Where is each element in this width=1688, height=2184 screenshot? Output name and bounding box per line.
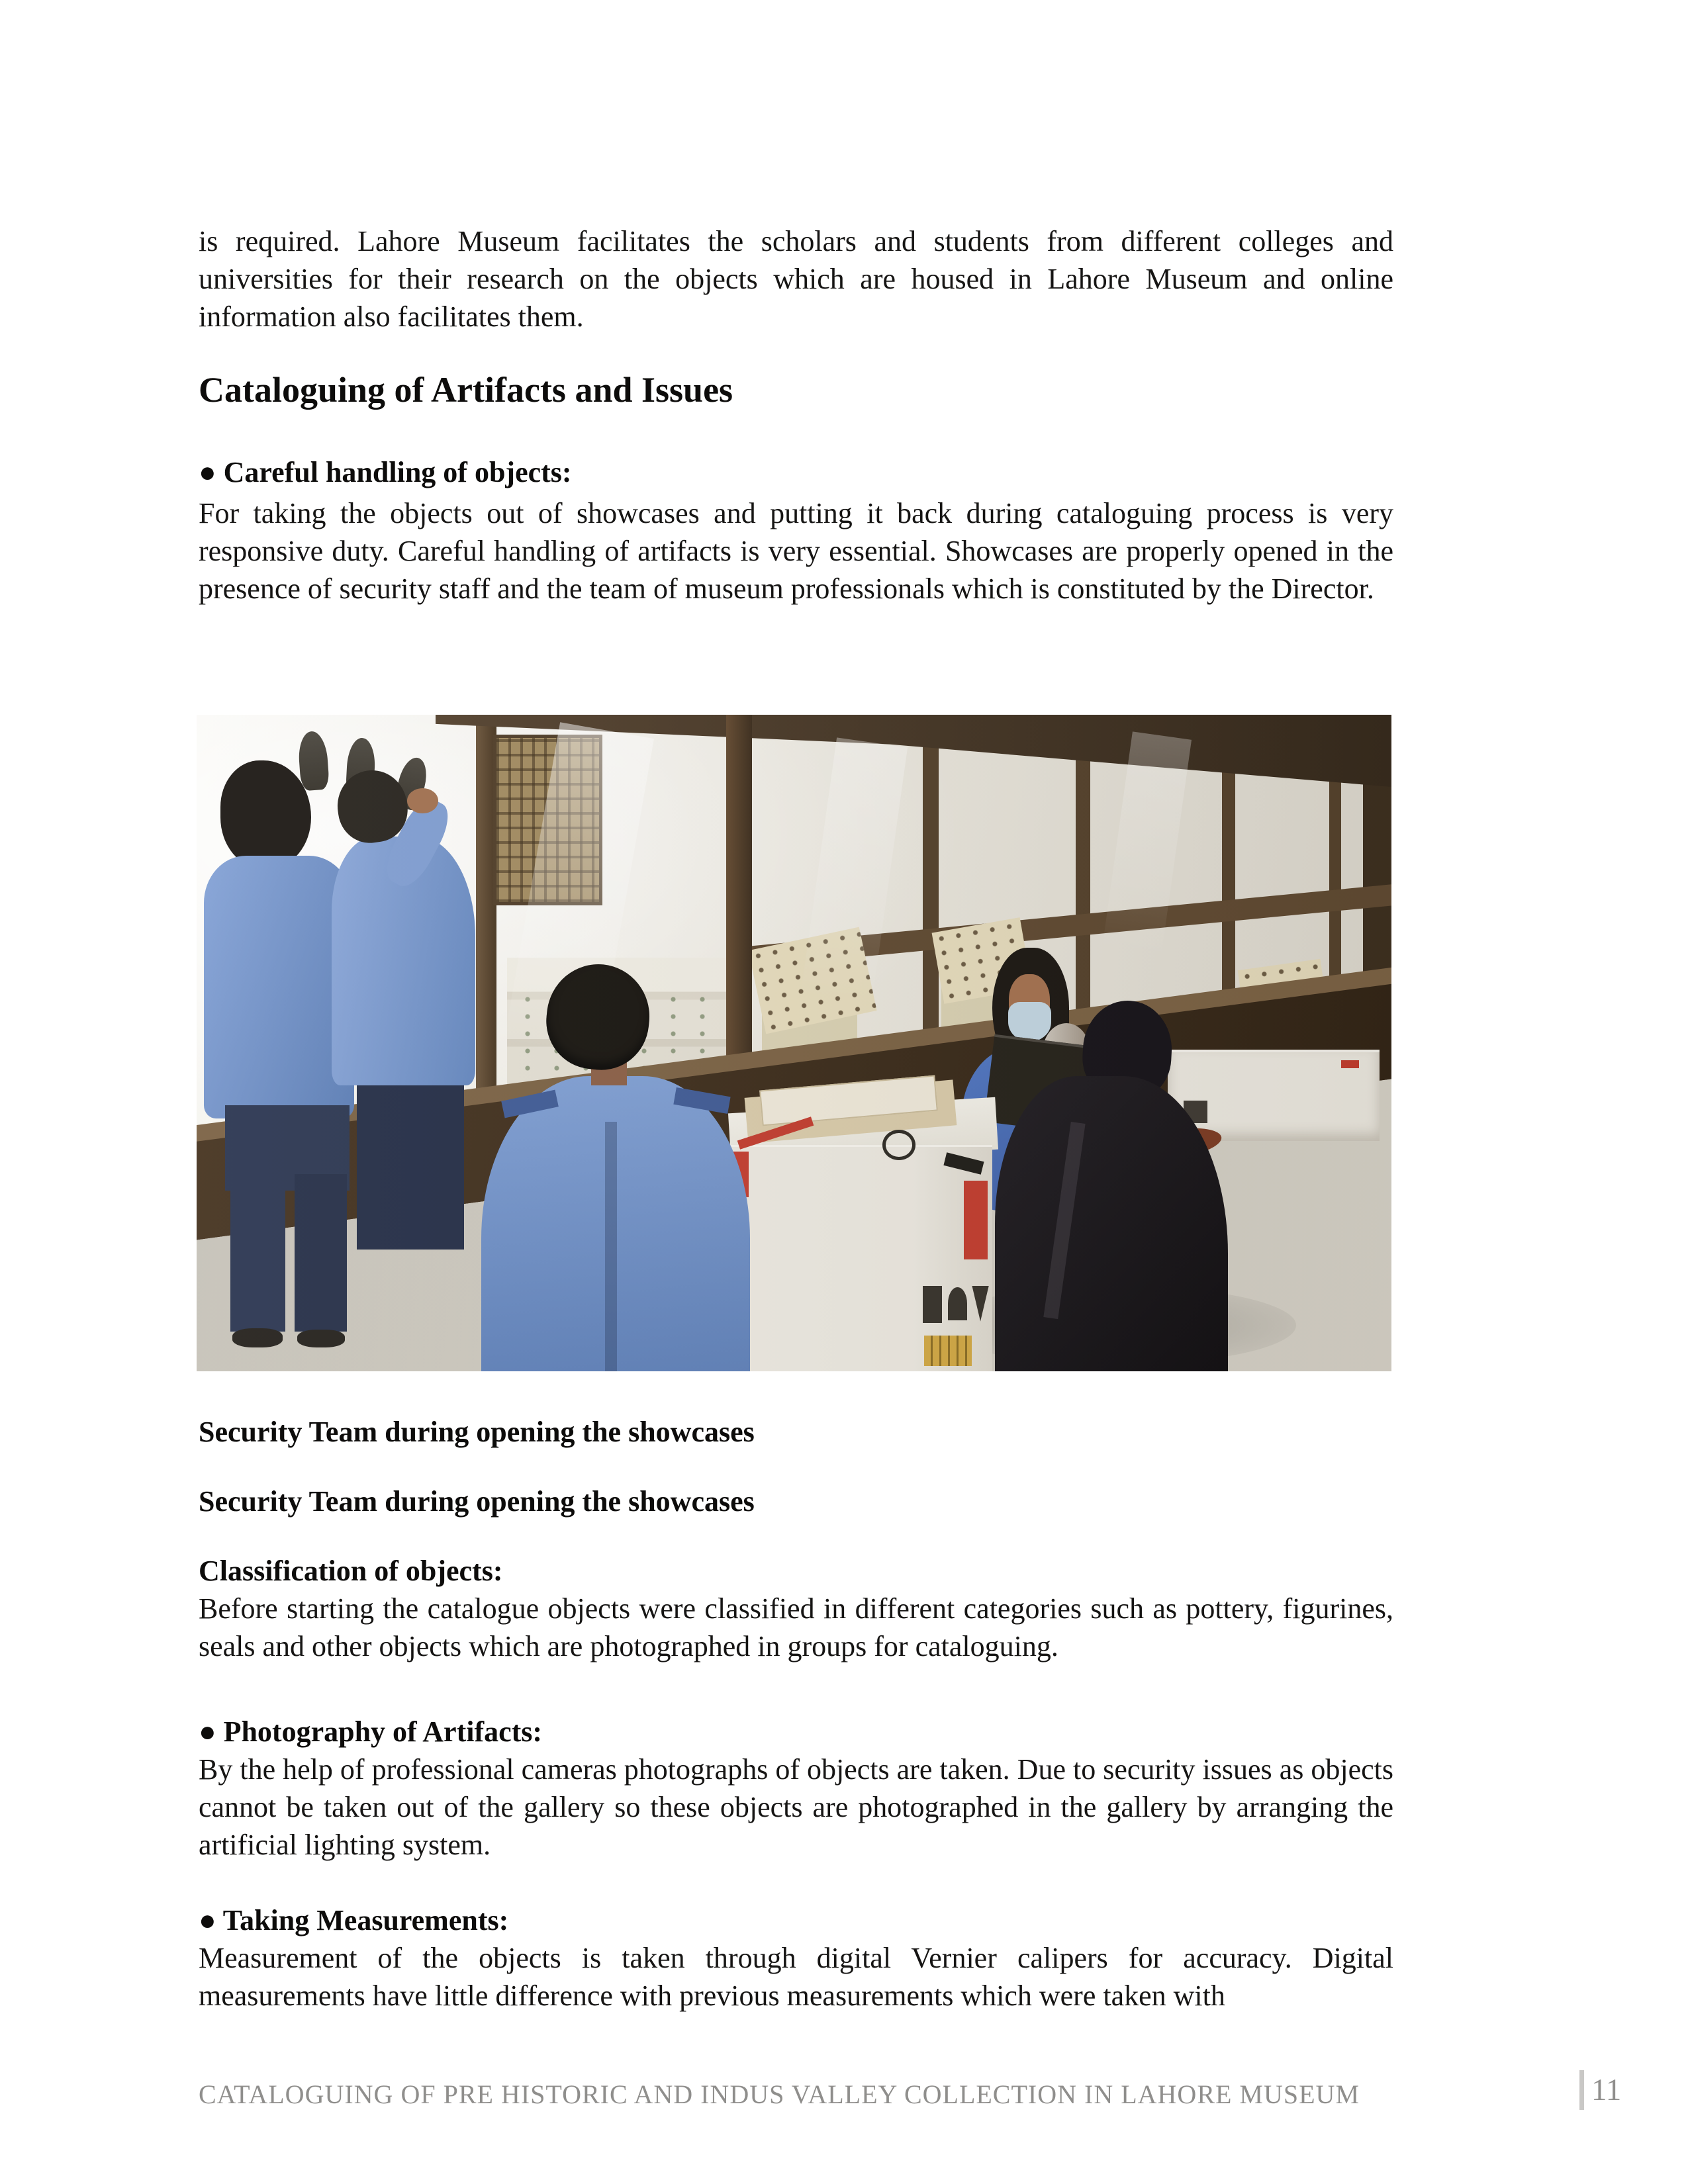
- footer-running-title: CATALOGUING OF PRE HISTORIC AND INDUS VALLEY COLLECTION IN LAHORE MUSEUM: [199, 2079, 1360, 2109]
- photography-paragraph: By the help of professional cameras photographs of objects are taken. Due to security issues as objects cannot be taken out of the gallery so these objects are photographed in the gallery by arranging the artificial lighting system.: [199, 1753, 1393, 1861]
- figure-caption-1: Security Team during opening the showcases: [199, 1416, 755, 1448]
- measurements-heading: ● Taking Measurements:: [199, 1904, 509, 1936]
- intro-paragraph: is required. Lahore Museum facilitates the scholars and students from different colleges and universities for their research on the objects which are housed in Lahore Museum and online information also facilitates them.: [199, 225, 1393, 333]
- figure-caption-2: Security Team during opening the showcases: [199, 1485, 755, 1518]
- measurements-paragraph: Measurement of the objects is taken through digital Vernier calipers for accuracy. Digital measurements have little difference with previous measurements which were taken with: [199, 1942, 1393, 2012]
- classification-paragraph: Before starting the catalogue objects were classified in different categories such as pottery, figurines, seals and other objects which are photographed in groups for cataloguing.: [199, 1592, 1393, 1662]
- footer-divider: [1579, 2070, 1584, 2110]
- photography-heading: ● Photography of Artifacts:: [199, 1715, 543, 1748]
- classification-heading: Classification of objects:: [199, 1555, 503, 1587]
- section-title: Cataloguing of Artifacts and Issues: [199, 370, 733, 410]
- careful-handling-paragraph: For taking the objects out of showcases and putting it back during cataloguing process is very responsive duty. Careful handling of artifacts is very essential. Showcases are properly opened in the presence of security staff and the team of museum professionals which is constituted by the Director.: [199, 497, 1393, 605]
- gallery-photo-figure: [197, 715, 1391, 1371]
- careful-handling-heading: ● Careful handling of objects:: [199, 456, 572, 488]
- photo-tone-overlay: [197, 715, 1391, 1371]
- footer-page-number: 11: [1591, 2073, 1622, 2107]
